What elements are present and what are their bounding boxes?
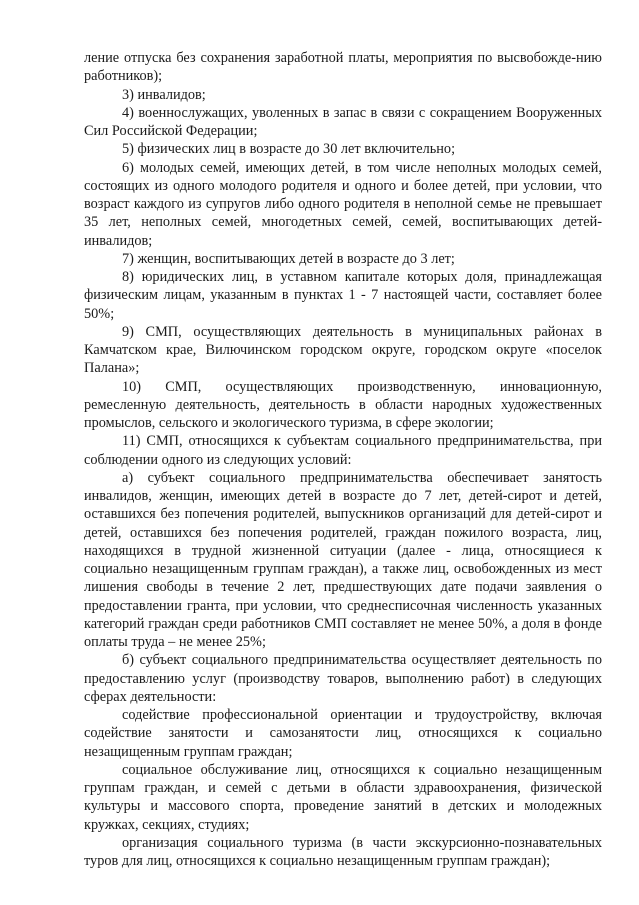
list-item-11: 11) СМП, относящихся к субъектам социального предпринимательства, при соблюдении одного из следующих условий:	[84, 433, 602, 468]
list-item-3: 3) инвалидов;	[122, 86, 206, 103]
list-item-5: 5) физических лиц в возрасте до 30 лет включительно;	[122, 141, 456, 158]
list-item-4: 4) военнослужащих, уволенных в запас в связи с сокращением Вооруженных Сил Российской Федерации;	[84, 104, 602, 139]
list-item-7: 7) женщин, воспитывающих детей в возрасте до 3 лет;	[122, 250, 455, 267]
activity-social-service: социальное обслуживание лиц, относящихся к социально незащищенным группам граждан, и семей с детьми в области здравоохранения, физической культуры и массового спорта, проведение занятий в детских и молодежных кружках, секциях, студиях;	[84, 761, 602, 833]
list-item-10: 10) СМП, осуществляющих производственную, инновационную, ремесленную деятельность, деятельность в области народных художественных промыслов, сельского и экологического туризма, в сфере экологии;	[84, 378, 602, 431]
list-item-8: 8) юридических лиц, в уставном капитале которых доля, принадлежащая физическим лицам, указанным в пунктах 1 - 7 настоящей части, составляет более 50%;	[84, 269, 602, 322]
activity-employment: содействие профессиональной ориентации и трудоустройству, включая содействие занятости и самозанятости лиц, относящихся к социально незащищенным группам граждан;	[84, 707, 602, 760]
list-item-6: 6) молодых семей, имеющих детей, в том числе неполных молодых семей, состоящих из одного молодого родителя и одного и более детей, при условии, что возраст каждого из супругов либо одного родителя в неполной семье не превышает 35 лет, неполных семей, многодетных семей, семей, воспитывающих детей-инвалидов;	[84, 159, 602, 249]
subitem-b: б) субъект социального предпринимательства осуществляет деятельность по предоставлению услуг (производству товаров, выполнению работ) в следующих сферах деятельности:	[84, 652, 602, 705]
activity-social-tourism: организация социального туризма (в части экскурсионно-познавательных туров для лиц, относящихся к социально незащищенным группам граждан);	[84, 834, 602, 869]
list-item-9: 9) СМП, осуществляющих деятельность в муниципальных районах в Камчатском крае, Вилючинском городском округе, городском округе «поселок Палана»;	[84, 323, 602, 377]
subitem-a: а) субъект социального предпринимательства обеспечивает занятость инвалидов, женщин, имеющих детей в возрасте до 7 лет, детей-сирот и детей, оставшихся без попечения родителей, выпускников организаций для детей-сирот и детей, оставшихся без попечения родителей, граждан пожилого возраста, лиц, находящихся в трудной жизненной ситуации (далее - лица, относящиеся к социально незащищенным группам граждан), а также лиц, освобожденных из мест лишения свободы в течение 2 лет, предшествующих дате подачи заявления о предоставлении гранта, при условии, что среднесписочная численность указанных категорий граждан среди работников СМП составляет не менее 50%, а доля в фонде оплаты труда – не менее 25%;	[84, 469, 602, 650]
document-body	[84, 49, 602, 870]
paragraph-continuation: ление отпуска без сохранения заработной платы, мероприятия по высвобожде-нию работников);	[84, 50, 602, 85]
